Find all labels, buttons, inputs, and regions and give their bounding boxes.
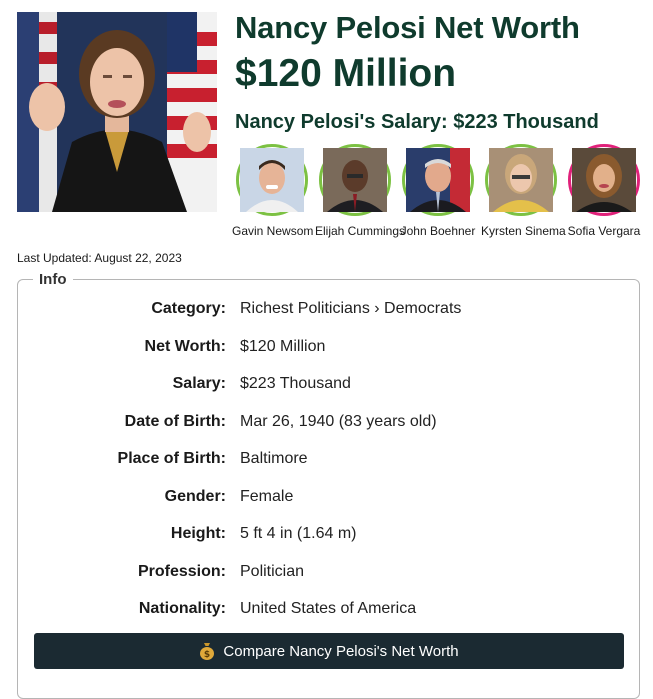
- info-label: Gender:: [164, 488, 226, 505]
- info-legend: Info: [33, 271, 73, 288]
- info-label: Height:: [170, 525, 226, 542]
- compare-button-label: Compare Nancy Pelosi's Net Worth: [223, 642, 459, 660]
- info-row-height: [18, 525, 639, 547]
- info-value: United States of America: [240, 600, 417, 617]
- info-value: Female: [240, 488, 294, 505]
- avatar[interactable]: [568, 144, 640, 216]
- info-label: Profession:: [137, 563, 226, 580]
- salary-heading: Nancy Pelosi's Salary: $223 Thousand: [235, 111, 599, 133]
- related-person-kyrsten-sinema[interactable]: [481, 144, 566, 238]
- related-people: [232, 144, 647, 244]
- info-value: 5 ft 4 in (1.64 m): [240, 525, 357, 542]
- avatar[interactable]: [402, 144, 474, 216]
- info-row-gender: [18, 488, 639, 510]
- related-person-name[interactable]: Gavin Newsom: [232, 224, 314, 238]
- related-person-john-boehner[interactable]: [398, 144, 478, 238]
- related-person-elijah-cummings[interactable]: [315, 144, 406, 238]
- related-person-name[interactable]: John Boehner: [400, 224, 476, 238]
- info-label: Salary:: [172, 375, 226, 392]
- net-worth-amount: $120 Million: [235, 52, 457, 95]
- related-person-name[interactable]: Sofia Vergara: [567, 224, 641, 238]
- last-updated: Last Updated: August 22, 2023: [17, 251, 182, 265]
- category-link[interactable]: Richest Politicians › Democrats: [240, 300, 462, 317]
- info-value: Baltimore: [240, 450, 308, 467]
- info-label: Place of Birth:: [117, 450, 226, 467]
- info-label: Nationality:: [138, 600, 226, 617]
- info-label: Net Worth:: [144, 338, 226, 355]
- info-label: Date of Birth:: [124, 413, 226, 430]
- related-person-sofia-vergara[interactable]: [564, 144, 644, 238]
- related-person-name[interactable]: Kyrsten Sinema: [481, 224, 566, 238]
- info-row-profession: [18, 563, 639, 585]
- svg-text:$: $: [204, 650, 211, 660]
- info-row-place-of-birth: [18, 450, 639, 472]
- related-person-name[interactable]: Elijah Cummings: [315, 224, 406, 238]
- info-row-nationality: [18, 600, 639, 622]
- profile-photo: [17, 12, 217, 212]
- avatar[interactable]: [485, 144, 557, 216]
- related-person-gavin-newsom[interactable]: [232, 144, 312, 238]
- avatar[interactable]: [319, 144, 391, 216]
- info-row-date-of-birth: [18, 413, 639, 435]
- info-panel: [17, 271, 640, 699]
- info-value: Politician: [240, 563, 305, 580]
- avatar[interactable]: [236, 144, 308, 216]
- info-label: Category:: [151, 300, 226, 317]
- info-value: $120 Million: [240, 338, 326, 355]
- info-value: Mar 26, 1940 (83 years old): [240, 413, 437, 430]
- page-title: Nancy Pelosi Net Worth: [235, 10, 580, 45]
- info-row-net-worth: [18, 338, 639, 360]
- money-bag-icon: [199, 642, 215, 660]
- info-value: $223 Thousand: [240, 375, 351, 392]
- info-row-salary: [18, 375, 639, 397]
- info-row-category: [18, 300, 639, 322]
- compare-net-worth-button[interactable]: [34, 633, 624, 669]
